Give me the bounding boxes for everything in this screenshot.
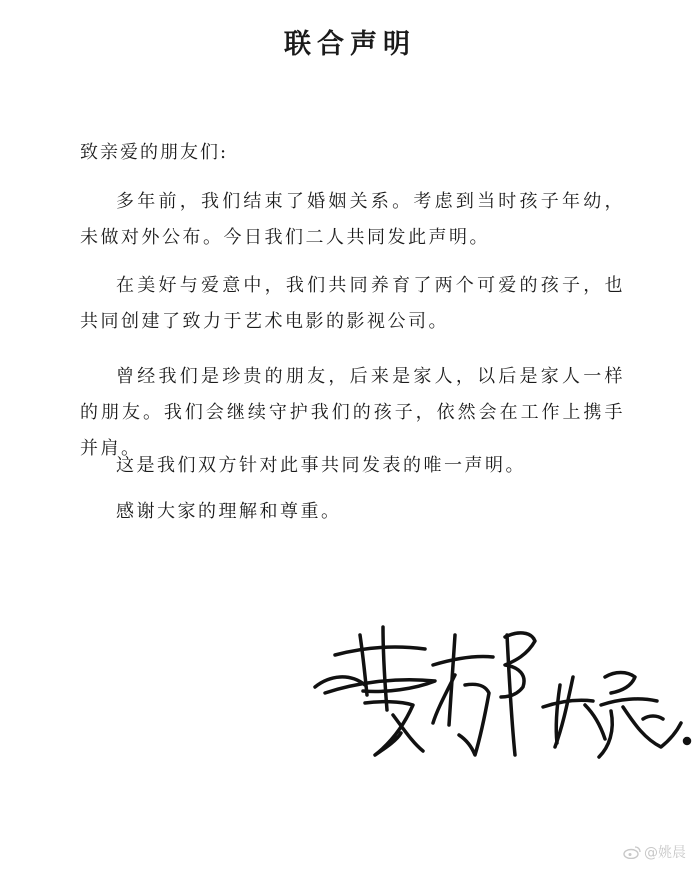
weibo-icon xyxy=(623,845,641,859)
document-title: 联合声明 xyxy=(284,29,416,60)
paragraph-5: 感谢大家的理解和尊重。 xyxy=(116,501,342,522)
paragraph-2: 在美好与爱意中，我们共同养育了两个可爱的孩子，也共同创建了致力于艺术电影的影视公司。 xyxy=(80,275,625,332)
paragraph-3: 曾经我们是珍贵的朋友，后来是家人，以后是家人一样的朋友。我们会继续守护我们的孩子，依然会在工作上携手并肩。 xyxy=(80,366,625,459)
watermark-text: @姚晨 xyxy=(644,845,686,861)
weibo-watermark xyxy=(623,842,686,862)
handwritten-signature xyxy=(305,615,695,765)
salutation: 致亲爱的朋友们: xyxy=(80,142,229,163)
paragraph-1: 多年前，我们结束了婚姻关系。考虑到当时孩子年幼，未做对外公布。今日我们二人共同发此声明。 xyxy=(80,191,625,248)
paragraph-4: 这是我们双方针对此事共同发表的唯一声明。 xyxy=(116,455,526,476)
